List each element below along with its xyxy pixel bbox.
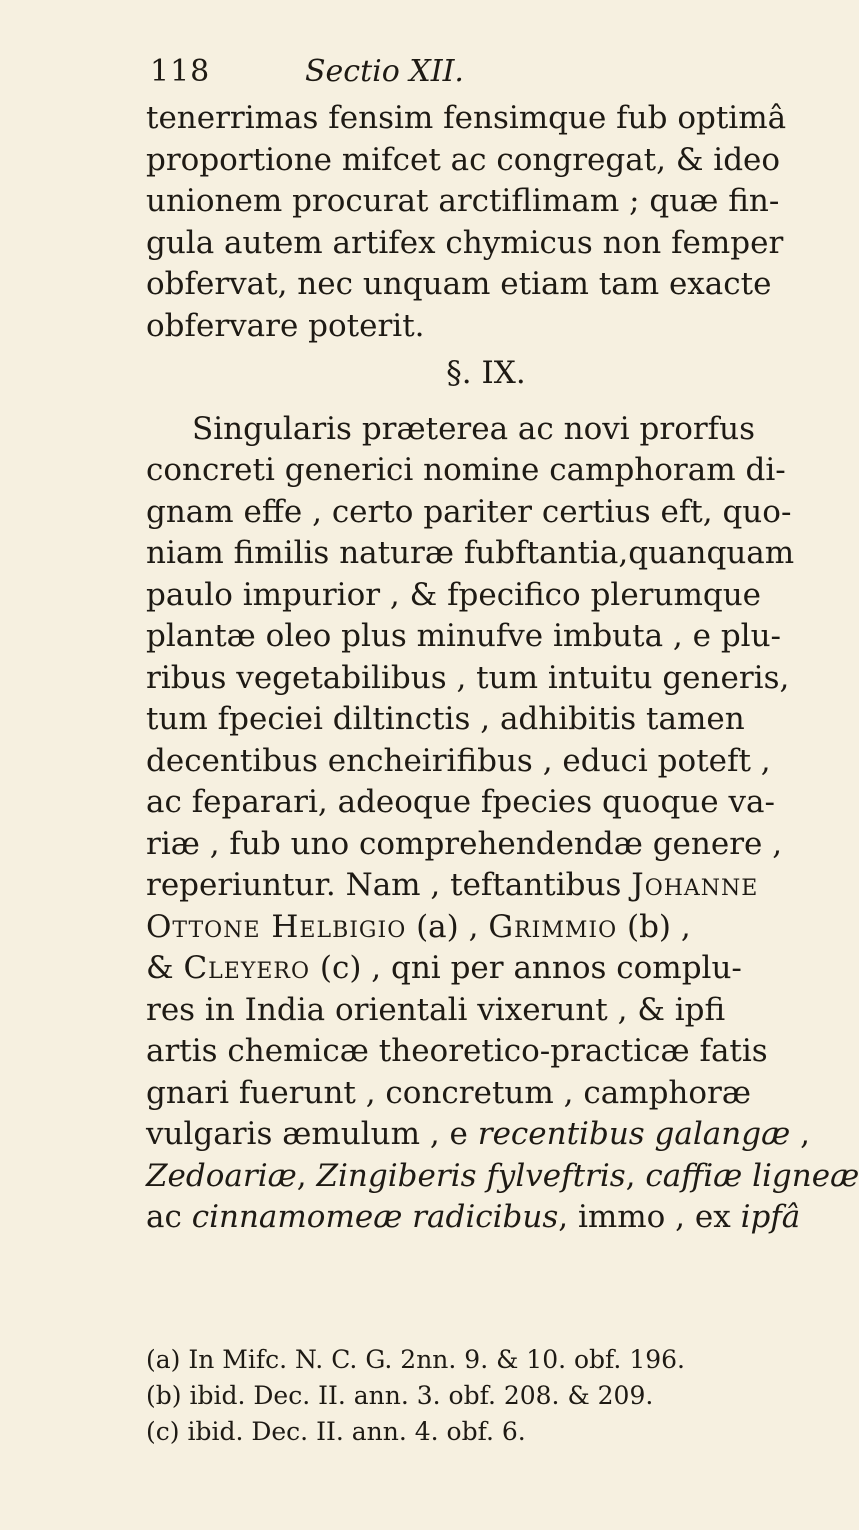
footnote-ref: (a) , <box>406 908 489 945</box>
text-line: concreti generici nomine camphoram di- <box>146 452 786 488</box>
text-line <box>146 948 776 990</box>
text-line: plantæ oleo plus minufve imbuta , e plu- <box>146 618 782 654</box>
text-line: tum fpeciei diltinctis , adhibitis tamen <box>146 701 745 737</box>
author-name: Grimmio <box>488 908 618 945</box>
italic-term: Zingiberis fylveftris <box>316 1157 626 1194</box>
text-line: obfervare poterit. <box>146 307 425 344</box>
text-line: tenerrimas fensim fensimque fub optimâ <box>146 100 787 136</box>
running-head: Sectio XII. <box>305 54 464 89</box>
text-line <box>146 865 776 907</box>
text-line: niam fimilis naturæ fubftantia,quanquam <box>146 535 795 571</box>
italic-term: cinnamomeæ radicibus <box>191 1199 559 1235</box>
text-line: riæ , fub uno comprehendendæ genere , <box>146 825 783 862</box>
text-line: ribus vegetabilibus , tum intuitu generis, <box>146 659 790 696</box>
main-text <box>146 98 859 1239</box>
text-line: proportione mifcet ac congregat, & ideo <box>146 141 781 178</box>
footnote: (c) ibid. Dec. II. ann. 4. obf. 6. <box>146 1417 526 1446</box>
text-segment: vulgaris æmulum , e <box>146 1116 478 1152</box>
italic-term: caffiæ ligneæ <box>645 1157 859 1194</box>
text-segment: (c) , qni per annos complu- <box>310 950 742 986</box>
italic-term: Zedoariæ <box>146 1157 297 1194</box>
page-number: 118 <box>150 54 211 89</box>
text-line: ac feparari, adeoque fpecies quoque va- <box>146 784 775 820</box>
text-line: gula autem artifex chymicus non femper <box>146 224 784 261</box>
italic-term: recentibus galangæ <box>477 1116 791 1152</box>
text-line: artis chemicæ theoretico-practicæ fatis <box>146 1033 768 1069</box>
text-line: unionem procurat arctiflimam ; quæ fin- <box>146 183 780 219</box>
text-segment: , <box>625 1157 646 1194</box>
text-line <box>146 1197 801 1239</box>
text-line: obfervat, nec unquam etiam tam exacte <box>146 266 772 302</box>
text-segment: , immo , ex <box>558 1199 741 1235</box>
footnote: (a) In Mifc. N. C. G. 2nn. 9. & 10. obf. 196. <box>146 1345 685 1374</box>
footnotes <box>146 1342 776 1450</box>
author-name: Johanne <box>631 867 759 903</box>
footnote: (b) ibid. Dec. II. ann. 3. obf. 208. & 209. <box>146 1381 654 1410</box>
text-segment: & <box>146 950 184 986</box>
section-heading: §. IX. <box>446 355 526 391</box>
italic-term: ipfâ <box>740 1199 801 1235</box>
footnote-ref: (b) , <box>617 908 691 945</box>
text-segment: ac <box>146 1199 192 1235</box>
text-line: Singularis præterea ac novi prorfus <box>192 410 756 447</box>
text-segment: reperiuntur. Nam , teftantibus <box>146 867 632 903</box>
text-line <box>146 1156 859 1198</box>
text-line: gnari fuerunt , concretum , camphoræ <box>146 1074 751 1111</box>
author-name: Ottone Helbigio <box>146 908 407 945</box>
text-line <box>146 907 776 949</box>
author-name: Cleyero <box>183 950 311 986</box>
text-line: res in India orientali vixerunt , & ipfi <box>146 991 726 1028</box>
text-segment: , <box>296 1157 317 1194</box>
text-line: paulo impurior , & fpecifico plerumque <box>146 576 762 613</box>
text-line: decentibus encheirifibus , educi poteft , <box>146 742 771 779</box>
text-line <box>146 1114 810 1156</box>
text-line: gnam effe , certo pariter certius eft, quo- <box>146 493 792 530</box>
text-segment: , <box>790 1116 810 1152</box>
